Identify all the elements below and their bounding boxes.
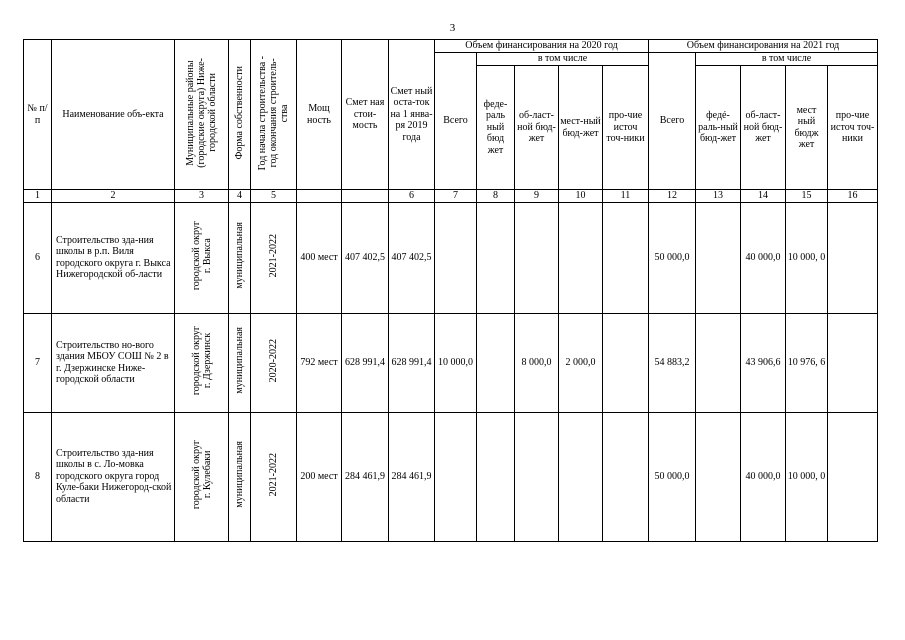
header-including-2020: в том числе [477, 53, 649, 66]
other-2020-cell [603, 412, 649, 541]
capacity-cell: 400 мест [297, 202, 342, 313]
col-num: 3 [175, 190, 229, 203]
federal-2021-cell [696, 313, 741, 412]
estimate-cost-cell: 628 991,4 [342, 313, 389, 412]
header-other-2021: про-чие источ точ-ники [828, 66, 878, 190]
header-municipality: Муниципальные районы (городские округа) Ниже- городской области [175, 40, 229, 190]
local-2020-cell [559, 412, 603, 541]
years-cell: 2020-2022 [251, 313, 297, 412]
table-row [24, 202, 878, 313]
col-num: 8 [477, 190, 515, 203]
header-federal-2021: федé-раль-ный бюд-жет [696, 66, 741, 190]
estimate-cost-cell: 284 461,9 [342, 412, 389, 541]
header-total-2021: Всего [649, 53, 696, 190]
col-num: 5 [251, 190, 297, 203]
header-capacity: Мощ ность [297, 40, 342, 190]
col-num: 12 [649, 190, 696, 203]
header-name: Наименование объ-екта [52, 40, 175, 190]
other-2021-cell [828, 313, 878, 412]
header-estimate-rest: Смет ный оста-ток на 1 янва-ря 2019 года [389, 40, 435, 190]
other-2020-cell [603, 202, 649, 313]
header-local-2020: мест-ный бюд-жет [559, 66, 603, 190]
municipality-cell: городской округ г. Выкса [175, 202, 229, 313]
federal-2021-cell [696, 412, 741, 541]
header-estimate-cost: Смет ная стои-мость [342, 40, 389, 190]
regional-2021-cell: 43 906,6 [741, 313, 786, 412]
federal-2020-cell [477, 313, 515, 412]
row-no: 8 [24, 412, 52, 541]
local-2020-cell [559, 202, 603, 313]
municipality-cell: городской округ г. Дзержинск [175, 313, 229, 412]
row-no: 7 [24, 313, 52, 412]
col-num: 10 [559, 190, 603, 203]
col-num: 7 [435, 190, 477, 203]
total-2021-cell: 54 883,2 [649, 313, 696, 412]
header-including-2021: в том числе [696, 53, 878, 66]
object-name: Строительство зда-ния школы в с. Ло-мовка городского округа город Куле-баки Нижегород-ской области [52, 412, 175, 541]
col-num: 9 [515, 190, 559, 203]
col-num: 4 [229, 190, 251, 203]
header-total-2020: Всего [435, 53, 477, 190]
years-cell: 2021-2022 [251, 202, 297, 313]
ownership-cell: муниципальная [229, 313, 251, 412]
header-ownership: Форма собственности [229, 40, 251, 190]
col-num: 15 [786, 190, 828, 203]
financing-table [23, 39, 878, 542]
row-no: 6 [24, 202, 52, 313]
header-fin-2020: Объем финансирования на 2020 год [435, 40, 649, 53]
estimate-rest-cell: 407 402,5 [389, 202, 435, 313]
col-num: 13 [696, 190, 741, 203]
header-years: Год начала строительства - год окончания строитель- ства [251, 40, 297, 190]
header-regional-2020: об-ласт-ной бюд-жет [515, 66, 559, 190]
years-cell: 2021-2022 [251, 412, 297, 541]
regional-2020-cell: 8 000,0 [515, 313, 559, 412]
estimate-rest-cell: 284 461,9 [389, 412, 435, 541]
local-2021-cell: 10 976, 6 [786, 313, 828, 412]
total-2020-cell [435, 412, 477, 541]
federal-2020-cell [477, 202, 515, 313]
page-number: 3 [449, 22, 456, 34]
col-num [342, 190, 389, 203]
header-other-2020: про-чие источ точ-ники [603, 66, 649, 190]
estimate-cost-cell: 407 402,5 [342, 202, 389, 313]
object-name: Строительство но-вого здания МБОУ СОШ № 2 в г. Дзержинске Ниже-городской области [52, 313, 175, 412]
col-num: 1 [24, 190, 52, 203]
local-2020-cell: 2 000,0 [559, 313, 603, 412]
other-2020-cell [603, 313, 649, 412]
estimate-rest-cell: 628 991,4 [389, 313, 435, 412]
total-2021-cell: 50 000,0 [649, 412, 696, 541]
col-num: 11 [603, 190, 649, 203]
header-no: № п/п [24, 40, 52, 190]
federal-2021-cell [696, 202, 741, 313]
local-2021-cell: 10 000, 0 [786, 202, 828, 313]
regional-2021-cell: 40 000,0 [741, 412, 786, 541]
regional-2021-cell: 40 000,0 [741, 202, 786, 313]
header-local-2021: мест ный бюдж жет [786, 66, 828, 190]
table-row [24, 412, 878, 541]
total-2020-cell: 10 000,0 [435, 313, 477, 412]
header-regional-2021: об-ласт-ной бюд-жет [741, 66, 786, 190]
col-num: 2 [52, 190, 175, 203]
regional-2020-cell [515, 412, 559, 541]
header-fin-2021: Объем финансирования на 2021 год [649, 40, 878, 53]
column-number-row [24, 190, 878, 203]
regional-2020-cell [515, 202, 559, 313]
capacity-cell: 792 мест [297, 313, 342, 412]
ownership-cell: муниципальная [229, 412, 251, 541]
col-num: 16 [828, 190, 878, 203]
local-2021-cell: 10 000, 0 [786, 412, 828, 541]
header-federal-2020: феде-раль ный бюд жет [477, 66, 515, 190]
municipality-cell: городской округ г. Кулебаки [175, 412, 229, 541]
col-num: 6 [389, 190, 435, 203]
capacity-cell: 200 мест [297, 412, 342, 541]
table-row [24, 313, 878, 412]
other-2021-cell [828, 412, 878, 541]
object-name: Строительство зда-ния школы в р.п. Виля городского округа г. Выкса Нижегородской об-ласти [52, 202, 175, 313]
total-2021-cell: 50 000,0 [649, 202, 696, 313]
federal-2020-cell [477, 412, 515, 541]
ownership-cell: муниципальная [229, 202, 251, 313]
total-2020-cell [435, 202, 477, 313]
other-2021-cell [828, 202, 878, 313]
col-num [297, 190, 342, 203]
col-num: 14 [741, 190, 786, 203]
